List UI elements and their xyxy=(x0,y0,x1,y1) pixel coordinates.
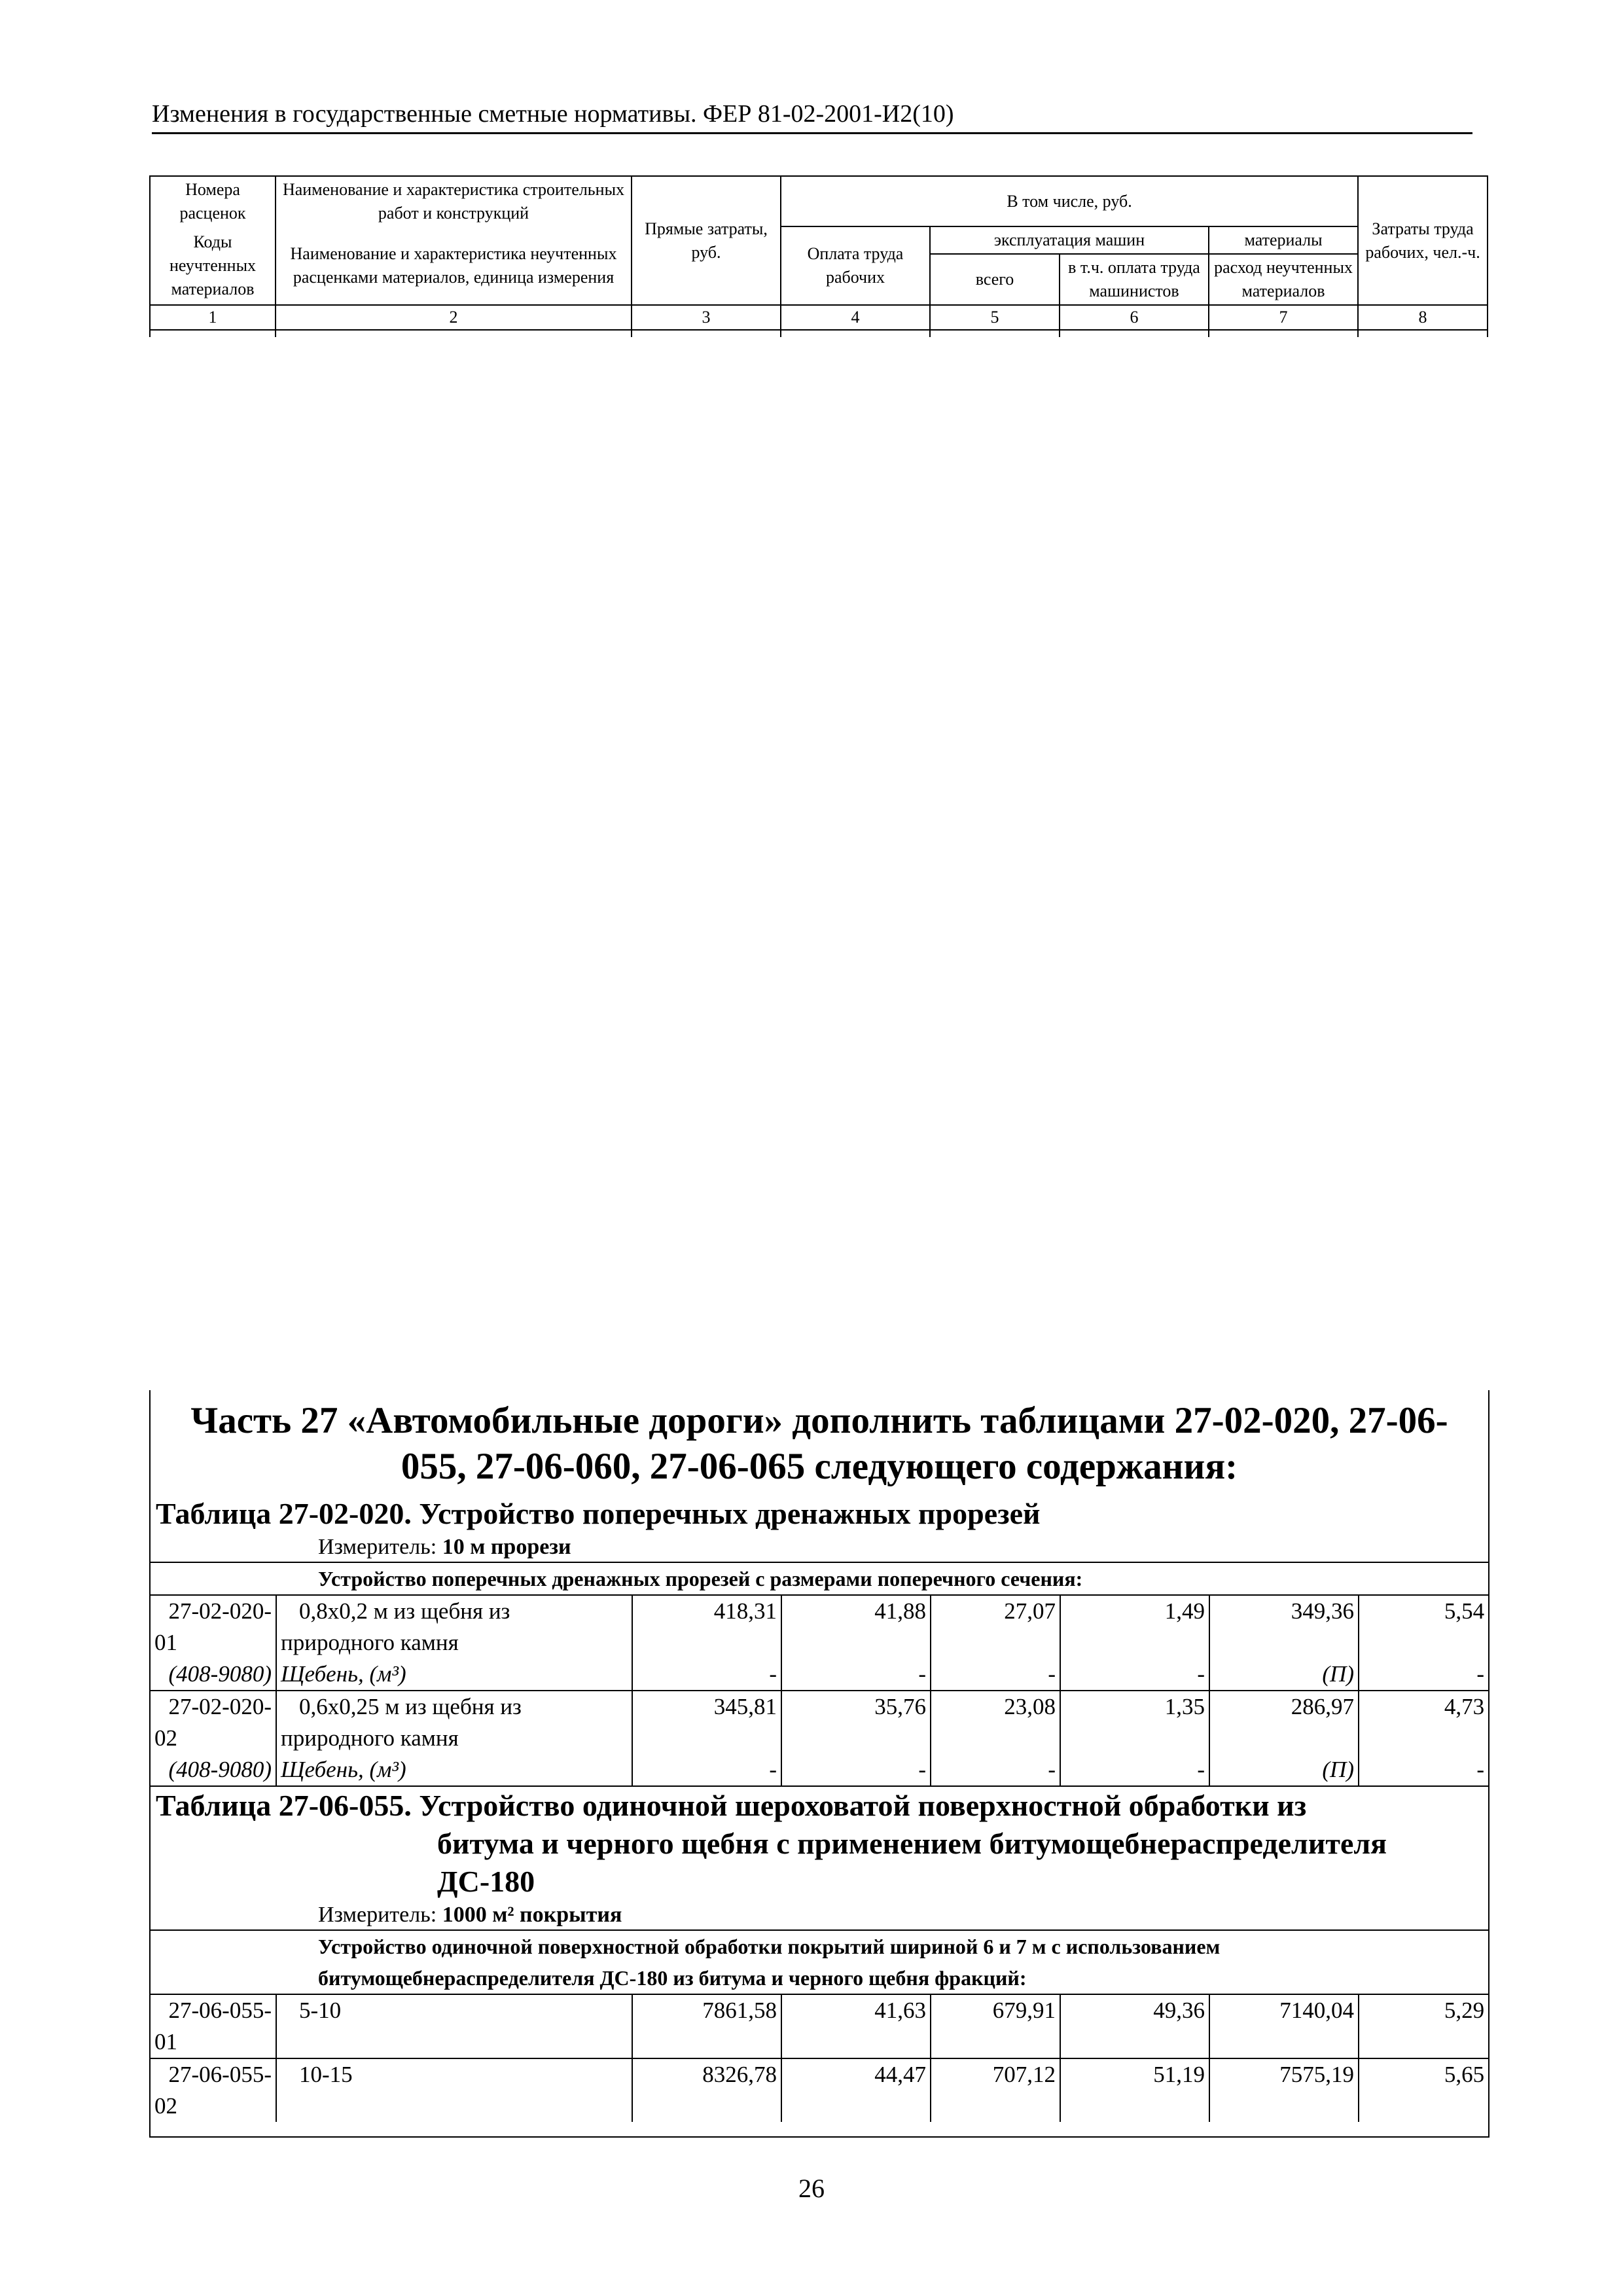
col-number: 7 xyxy=(1209,305,1358,330)
header-codes-bottom: Коды неучтенных материалов xyxy=(150,226,276,305)
table-row: 01 xyxy=(151,2026,1488,2058)
col-number: 3 xyxy=(632,305,781,330)
col-number: 2 xyxy=(276,305,632,330)
column-header-table xyxy=(149,175,1488,337)
header-including: В том числе, руб. xyxy=(781,176,1358,226)
table2-title: Таблица 27-06-055. Устройство одиночной шероховатой поверхностной обработки из битума и черного щебня с применением битумощебнераспределителя ДС-180 xyxy=(151,1785,1488,1901)
table1-data xyxy=(151,1562,1488,1785)
col-number: 5 xyxy=(930,305,1060,330)
running-header: Изменения в государственные сметные нормативы. ФЕР 81-02-2001-И2(10) xyxy=(152,99,1472,134)
col-number: 6 xyxy=(1060,305,1209,330)
table-row: 27-02-020- 0,8x0,2 м из щебня из 418,31 41,88 27,07 1,49 349,36 5,54 xyxy=(151,1595,1488,1627)
table-row: 27-06-055- 10-15 8326,78 44,47 707,12 51,19 7575,19 5,65 xyxy=(151,2058,1488,2090)
table2-data xyxy=(151,1929,1488,2122)
header-unaccounted-materials: расход неучтенных материалов xyxy=(1209,254,1358,305)
norms-block xyxy=(149,1390,1489,2138)
header-machinist-pay: в т.ч. оплата труда машинистов xyxy=(1060,254,1209,305)
table-row: 27-02-020- 0,6x0,25 м из щебня из 345,81 35,76 23,08 1,35 286,97 4,73 xyxy=(151,1691,1488,1723)
table1-title: Таблица 27-02-020. Устройство поперечных дренажных прорезей xyxy=(156,1497,1041,1530)
table1-measure: Измеритель: 10 м прорези xyxy=(318,1535,571,1559)
header-codes-top: Номера расценок xyxy=(150,176,276,226)
header-machines-total: всего xyxy=(930,254,1060,305)
col-number: 8 xyxy=(1358,305,1488,330)
table1-section: Устройство поперечных дренажных прорезей с размерами поперечного сечения: xyxy=(151,1562,1488,1595)
table-row: 27-06-055- 5-10 7861,58 41,63 679,91 49,36 7140,04 5,29 xyxy=(151,1994,1488,2026)
header-machines: эксплуатация машин xyxy=(930,226,1209,254)
part-title: Часть 27 «Автомобильные дороги» дополнить таблицами 27-02-020, 27-06-055, 27-06-060, 27-06-065 следующего содержания: xyxy=(190,1400,1448,1487)
material-row: (408-9080) Щебень, (м³) - - - - (П) - xyxy=(151,1659,1488,1691)
header-direct-costs: Прямые затраты, руб. xyxy=(632,176,781,305)
table2-section: Устройство одиночной поверхностной обработки покрытий шириной 6 и 7 м с использованием битумощебнераспределителя ДС-180 из битума и черного щебня фракций: xyxy=(151,1930,1488,1994)
table-row: 02 природного камня xyxy=(151,1723,1488,1754)
header-name-bottom: Наименование и характеристика неучтенных расценками материалов, единица измерения xyxy=(276,226,632,305)
col-number: 4 xyxy=(781,305,930,330)
header-name-top: Наименование и характеристика строительных работ и конструкций xyxy=(276,176,632,226)
table-row: 02 xyxy=(151,2090,1488,2122)
table-row: 01 природного камня xyxy=(151,1627,1488,1659)
header-labor: Затраты труда рабочих, чел.-ч. xyxy=(1358,176,1488,305)
header-worker-pay: Оплата труда рабочих xyxy=(781,226,930,305)
col-number: 1 xyxy=(150,305,276,330)
header-materials: материалы xyxy=(1209,226,1358,254)
table2-measure: Измеритель: 1000 м² покрытия xyxy=(318,1903,622,1927)
material-row: (408-9080) Щебень, (м³) - - - - (П) - xyxy=(151,1754,1488,1785)
page-number: 26 xyxy=(798,2174,825,2203)
